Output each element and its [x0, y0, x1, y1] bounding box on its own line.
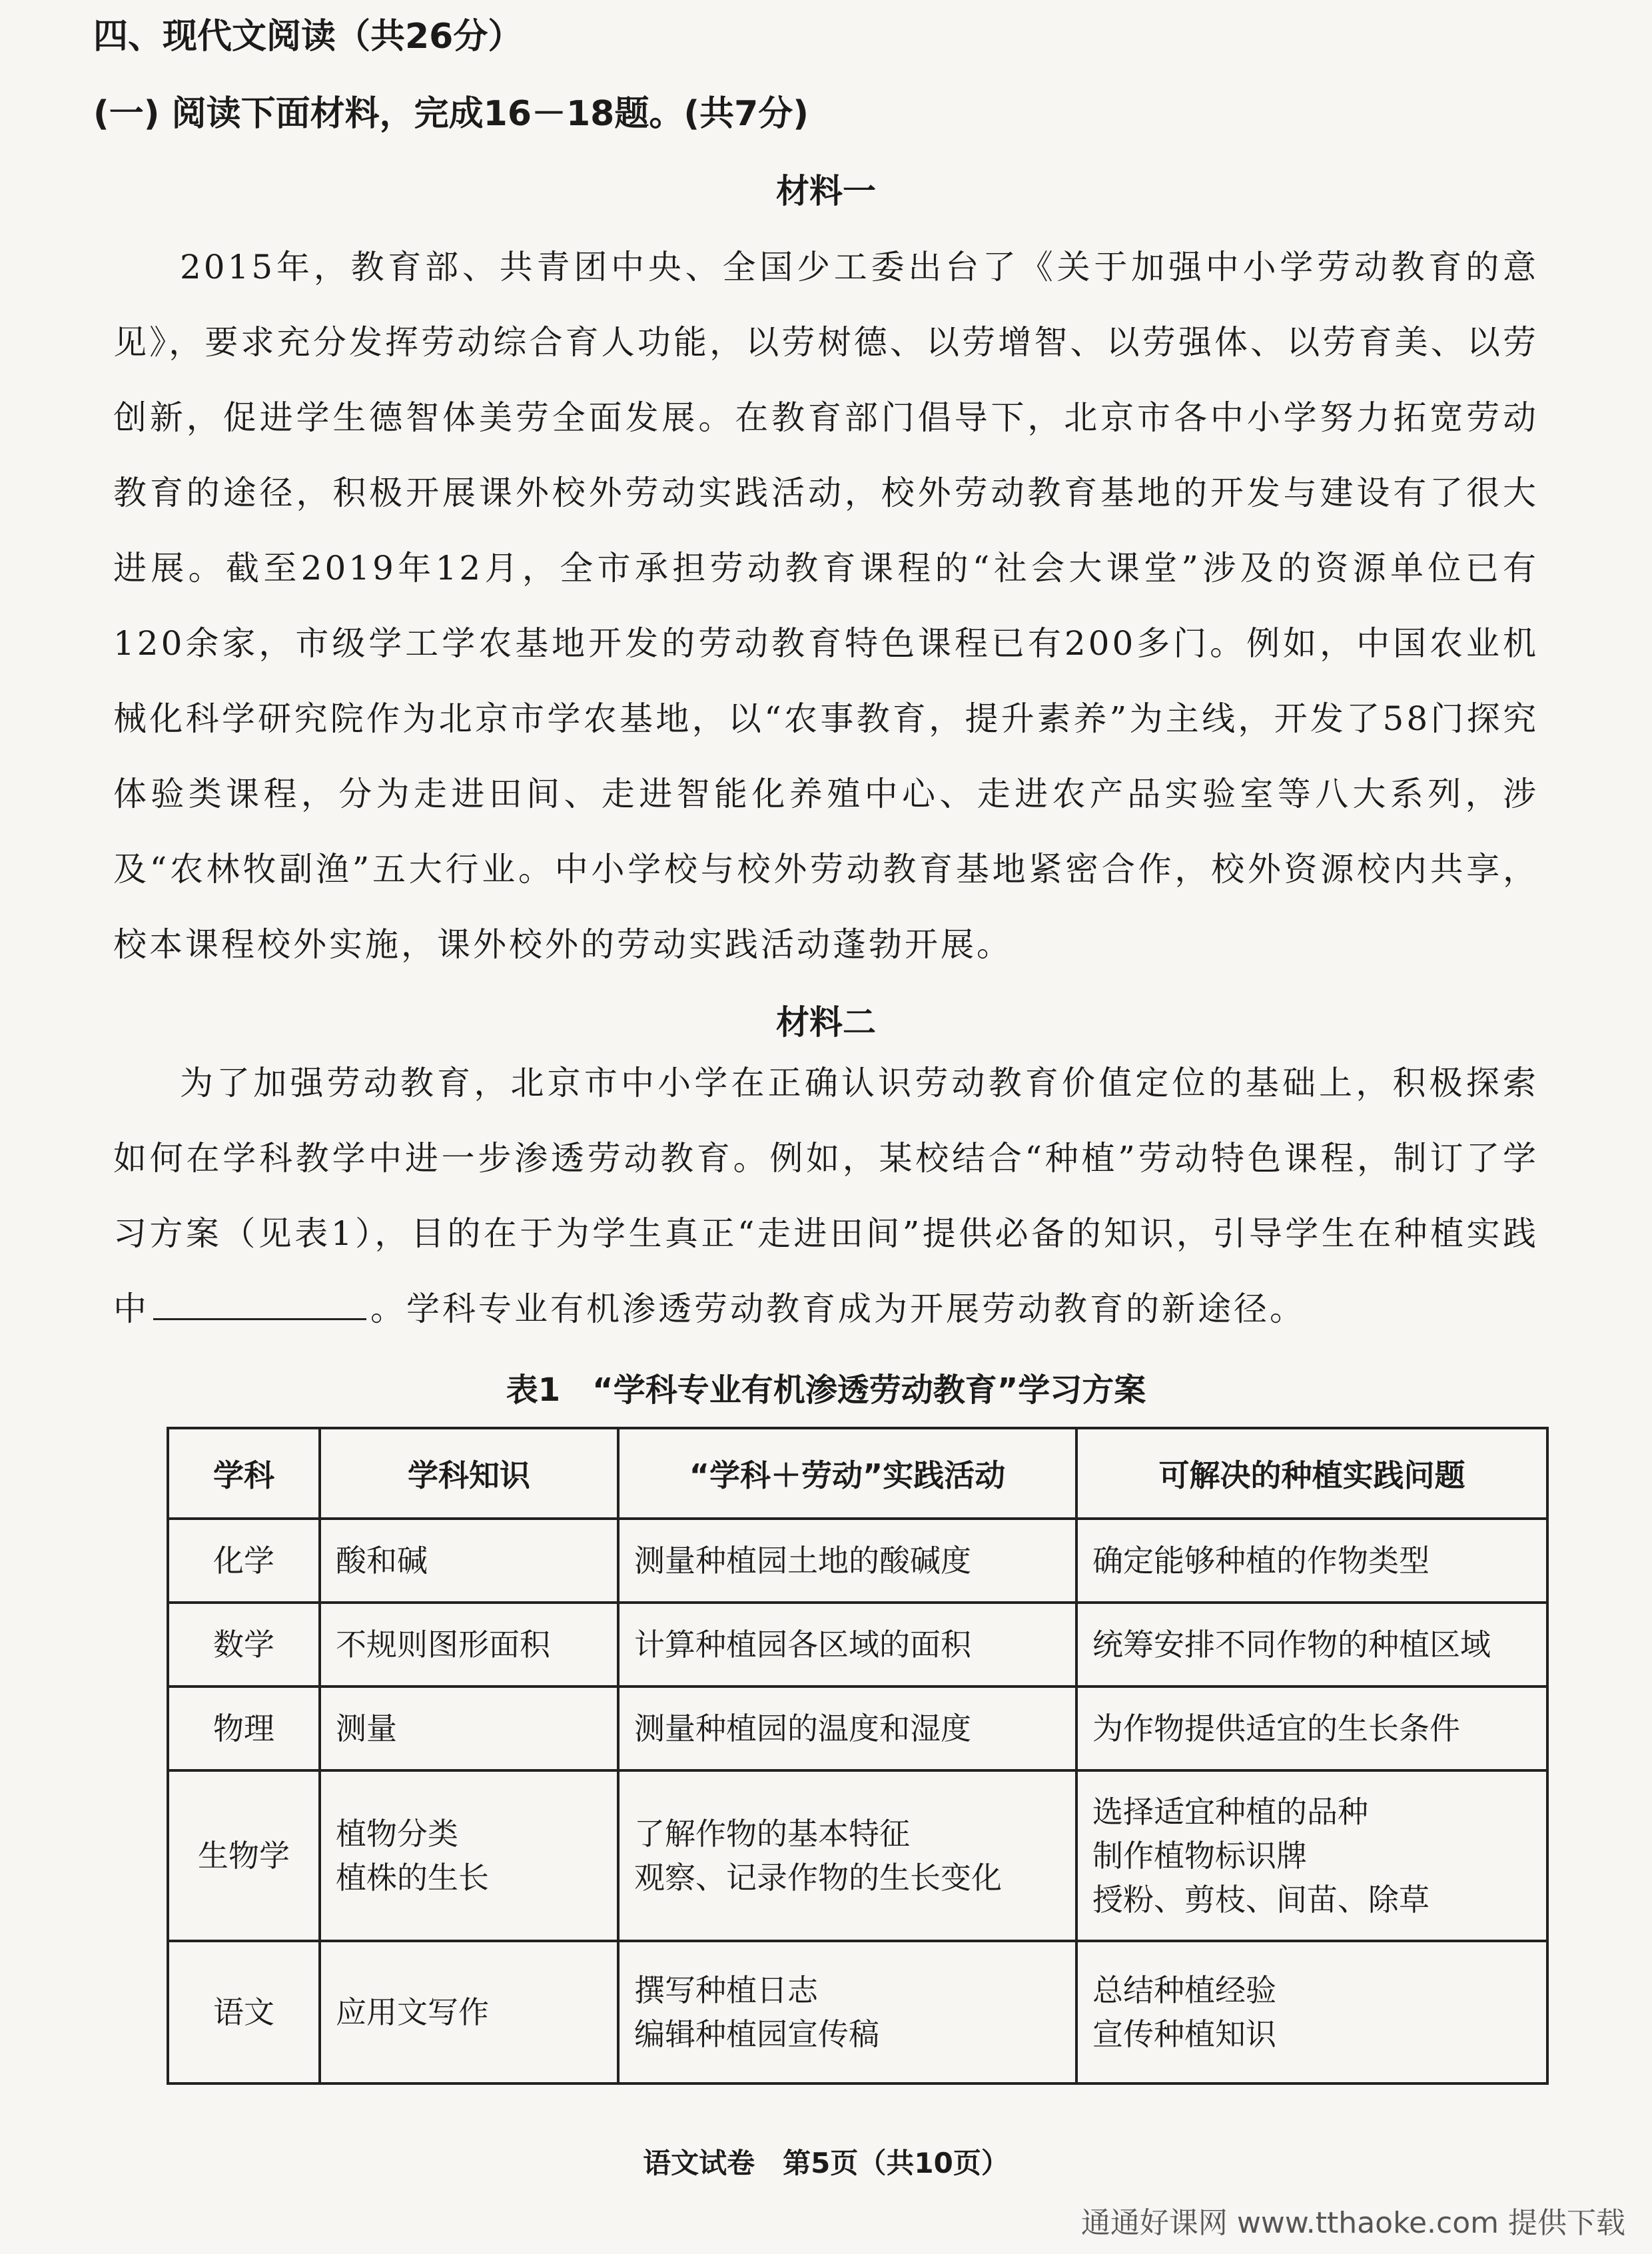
header-knowledge: 学科知识	[320, 1428, 618, 1519]
cell-line: 编辑种植园宣传稿	[634, 2016, 879, 2052]
cell-problem	[1076, 1770, 1547, 1941]
subsection-title: (一) 阅读下面材料，完成16－18题。(共7分)	[93, 94, 809, 134]
study-plan-table	[167, 1427, 1549, 2085]
cell-subject: 数学	[168, 1603, 320, 1687]
cell-knowledge	[320, 1941, 618, 2083]
cell-line: 观察、记录作物的生长变化	[634, 1860, 1002, 1896]
cell-subject: 生物学	[168, 1770, 320, 1941]
material-one-title: 材料一	[776, 172, 876, 210]
cell-line: 撰写种植日志	[634, 1972, 818, 2008]
cell-line: 制作植物标识牌	[1092, 1838, 1307, 1874]
cell-problem	[1076, 1519, 1547, 1603]
cell-line: 酸和碱	[336, 1543, 428, 1579]
cell-line: 测量种植园土地的酸碱度	[634, 1543, 971, 1579]
cell-line: 不规则图形面积	[336, 1627, 550, 1663]
cell-line: 确定能够种植的作物类型	[1092, 1543, 1430, 1579]
cell-activity	[618, 1687, 1076, 1770]
material-one-text: 2015年，教育部、共青团中央、全国少工委出台了《关于加强中小学劳动教育的意见》，要求充分发挥劳动综合育人功能，以劳树德、以劳增智、以劳强体、以劳育美、以劳创新，促进学生德智体美劳全面发展。在教育部门倡导下，北京市各中小学努力拓宽劳动教育的途径，积极开展课外校外劳动实践活动，校外劳动教育基地的开发与建设有了很大进展。截至2019年12月，全市承担劳动教育课程的“社会大课堂”涉及的资源单位已有120余家，市级学工学农基地开发的劳动教育特色课程已有200多门。例如，中国农业机械化科学研究院作为北京市学农基地，以“农事教育，提升素养”为主线，开发了58门探究体验类课程，分为走进田间、走进智能化养殖中心、走进农产品实验室等八大系列，涉及“农林牧副渔”五大行业。中小学校与校外劳动教育基地紧密合作，校外资源校内共享，校本课程校外实施，课外校外的劳动实践活动蓬勃开展。	[113, 248, 1539, 964]
cell-line: 统筹安排不同作物的种植区域	[1092, 1627, 1491, 1663]
header-activity: “学科＋劳动”实践活动	[618, 1428, 1076, 1519]
cell-subject: 语文	[168, 1941, 320, 2083]
cell-line: 植株的生长	[336, 1860, 489, 1896]
cell-problem	[1076, 1941, 1547, 2083]
cell-knowledge	[320, 1770, 618, 1941]
cell-line: 了解作物的基本特征	[634, 1816, 910, 1852]
cell-knowledge	[320, 1603, 618, 1687]
table-caption: 表1 “学科专业有机渗透劳动教育”学习方案	[506, 1371, 1146, 1409]
cell-line: 授粉、剪枝、间苗、除草	[1092, 1882, 1430, 1918]
table-row	[168, 1687, 1547, 1770]
cell-line: 计算种植园各区域的面积	[634, 1627, 971, 1663]
cell-line: 应用文写作	[336, 1994, 489, 2030]
watermark: 通通好课网 www.tthaoke.com 提供下载	[1080, 2206, 1625, 2240]
cell-activity	[618, 1770, 1076, 1941]
material-two-text-before: 为了加强劳动教育，北京市中小学在正确认识劳动教育价值定位的基础上，积极探索如何在学科教学中进一步渗透劳动教育。例如，某校结合“种植”劳动特色课程，制订了学习方案（见表1），目的在于为学生真正“走进田间”提供必备的知识，引导学生在种植实践中	[113, 1064, 1539, 1328]
cell-subject: 物理	[168, 1687, 320, 1770]
table-row	[168, 1770, 1547, 1941]
cell-subject: 化学	[168, 1519, 320, 1603]
cell-line: 选择适宜种植的品种	[1092, 1794, 1368, 1830]
cell-problem	[1076, 1603, 1547, 1687]
cell-activity	[618, 1603, 1076, 1687]
cell-activity	[618, 1519, 1076, 1603]
cell-line: 为作物提供适宜的生长条件	[1092, 1710, 1460, 1746]
material-two-text	[113, 1046, 1539, 1347]
cell-line: 总结种植经验	[1092, 1972, 1276, 2008]
section-title: 四、现代文阅读（共26分）	[93, 17, 523, 57]
header-subject: 学科	[168, 1428, 320, 1519]
table-row	[168, 1941, 1547, 2083]
cell-problem	[1076, 1687, 1547, 1770]
cell-activity	[618, 1941, 1076, 2083]
answer-blank	[153, 1288, 366, 1320]
table-header-row	[168, 1428, 1547, 1519]
cell-line: 宣传种植知识	[1092, 2016, 1276, 2052]
material-two-text-after: 。学科专业有机渗透劳动教育成为开展劳动教育的新途径。	[370, 1290, 1306, 1328]
cell-line: 植物分类	[336, 1816, 458, 1852]
cell-line: 测量种植园的温度和湿度	[634, 1710, 971, 1746]
cell-line: 测量	[336, 1710, 397, 1746]
table-row	[168, 1603, 1547, 1687]
header-problem: 可解决的种植实践问题	[1076, 1428, 1547, 1519]
material-two-title: 材料二	[776, 1003, 876, 1042]
table-row	[168, 1519, 1547, 1603]
cell-knowledge	[320, 1687, 618, 1770]
cell-knowledge	[320, 1519, 618, 1603]
page-footer: 语文试卷 第5页（共10页）	[643, 2147, 1009, 2179]
